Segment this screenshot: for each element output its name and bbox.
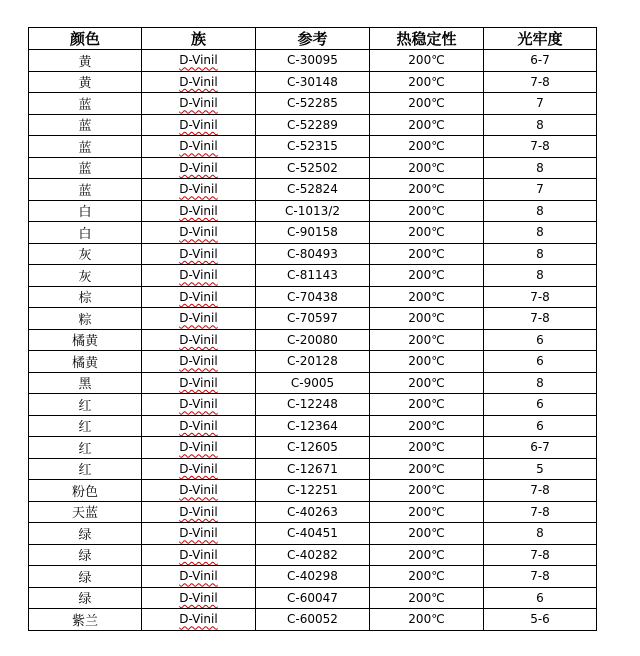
cell-heat-stability: 200℃ [370,544,484,566]
cell-light-fastness: 8 [484,523,597,545]
table-row [29,179,597,201]
cell-family [142,609,256,631]
cell-color: 灰 [29,243,142,265]
cell-reference: C-9005 [256,372,370,394]
cell-reference: C-40451 [256,523,370,545]
family-text: D-Vinil [179,569,218,584]
cell-color: 绿 [29,523,142,545]
cell-reference: C-70597 [256,308,370,330]
cell-family [142,394,256,416]
cell-color: 棕 [29,286,142,308]
table-row [29,372,597,394]
family-text: D-Vinil [179,440,218,455]
family-text: D-Vinil [179,332,218,347]
cell-light-fastness: 8 [484,372,597,394]
cell-color: 绿 [29,566,142,588]
cell-heat-stability: 200℃ [370,351,484,373]
family-text: D-Vinil [179,96,218,111]
cell-color: 粉色 [29,480,142,502]
cell-heat-stability: 200℃ [370,93,484,115]
cell-family [142,566,256,588]
cell-light-fastness: 8 [484,114,597,136]
table-row [29,93,597,115]
cell-heat-stability: 200℃ [370,437,484,459]
cell-family [142,71,256,93]
cell-reference: C-12248 [256,394,370,416]
table-row [29,265,597,287]
cell-light-fastness: 6 [484,415,597,437]
table-row [29,351,597,373]
cell-light-fastness: 5-6 [484,609,597,631]
table-row [29,437,597,459]
cell-light-fastness: 7 [484,179,597,201]
table-row [29,501,597,523]
family-text: D-Vinil [179,547,218,562]
table-body [29,50,597,631]
cell-color: 天蓝 [29,501,142,523]
cell-reference: C-80493 [256,243,370,265]
cell-color: 白 [29,222,142,244]
cell-color: 黄 [29,71,142,93]
cell-color: 蓝 [29,179,142,201]
table-row [29,587,597,609]
table-row [29,609,597,631]
family-text: D-Vinil [179,504,218,519]
cell-color: 紫兰 [29,609,142,631]
cell-light-fastness: 7-8 [484,71,597,93]
cell-reference: C-20080 [256,329,370,351]
cell-heat-stability: 200℃ [370,458,484,480]
cell-heat-stability: 200℃ [370,157,484,179]
pigment-table [28,27,597,631]
cell-light-fastness: 7-8 [484,566,597,588]
cell-heat-stability: 200℃ [370,179,484,201]
header-reference: 参考 [256,28,370,50]
table-row [29,286,597,308]
family-text: D-Vinil [179,483,218,498]
cell-family [142,50,256,72]
table-row [29,329,597,351]
cell-family [142,136,256,158]
family-text: D-Vinil [179,354,218,369]
cell-color: 红 [29,415,142,437]
family-text: D-Vinil [179,203,218,218]
family-text: D-Vinil [179,117,218,132]
cell-reference: C-52502 [256,157,370,179]
cell-color: 黑 [29,372,142,394]
cell-heat-stability: 200℃ [370,50,484,72]
cell-family [142,114,256,136]
cell-reference: C-20128 [256,351,370,373]
cell-reference: C-40298 [256,566,370,588]
cell-light-fastness: 7-8 [484,308,597,330]
family-text: D-Vinil [179,139,218,154]
family-text: D-Vinil [179,74,218,89]
table-row [29,222,597,244]
cell-reference: C-12605 [256,437,370,459]
cell-color: 粽 [29,308,142,330]
cell-family [142,265,256,287]
cell-color: 红 [29,458,142,480]
cell-light-fastness: 8 [484,243,597,265]
cell-family [142,415,256,437]
cell-reference: C-40282 [256,544,370,566]
cell-reference: C-52824 [256,179,370,201]
cell-heat-stability: 200℃ [370,415,484,437]
cell-reference: C-1013/2 [256,200,370,222]
cell-light-fastness: 6 [484,587,597,609]
cell-light-fastness: 6 [484,329,597,351]
cell-reference: C-12251 [256,480,370,502]
cell-family [142,93,256,115]
header-light-fastness: 光牢度 [484,28,597,50]
cell-heat-stability: 200℃ [370,609,484,631]
cell-heat-stability: 200℃ [370,243,484,265]
cell-heat-stability: 200℃ [370,200,484,222]
cell-color: 绿 [29,544,142,566]
family-text: D-Vinil [179,461,218,476]
cell-heat-stability: 200℃ [370,394,484,416]
cell-heat-stability: 200℃ [370,566,484,588]
cell-color: 绿 [29,587,142,609]
cell-family [142,157,256,179]
cell-family [142,523,256,545]
family-text: D-Vinil [179,268,218,283]
family-text: D-Vinil [179,225,218,240]
cell-family [142,587,256,609]
table-row [29,114,597,136]
table-row [29,50,597,72]
cell-reference: C-52315 [256,136,370,158]
cell-heat-stability: 200℃ [370,480,484,502]
cell-reference: C-60052 [256,609,370,631]
cell-color: 蓝 [29,93,142,115]
cell-family [142,243,256,265]
header-family: 族 [142,28,256,50]
cell-color: 黄 [29,50,142,72]
header-heat-stability: 热稳定性 [370,28,484,50]
cell-reference: C-40263 [256,501,370,523]
cell-light-fastness: 6 [484,351,597,373]
cell-family [142,544,256,566]
cell-heat-stability: 200℃ [370,222,484,244]
cell-reference: C-30095 [256,50,370,72]
cell-light-fastness: 7-8 [484,501,597,523]
header-row [29,28,597,50]
cell-heat-stability: 200℃ [370,523,484,545]
cell-light-fastness: 7-8 [484,136,597,158]
cell-light-fastness: 8 [484,265,597,287]
header-color: 颜色 [29,28,142,50]
family-text: D-Vinil [179,375,218,390]
cell-color: 白 [29,200,142,222]
cell-reference: C-60047 [256,587,370,609]
family-text: D-Vinil [179,590,218,605]
family-text: D-Vinil [179,526,218,541]
table-row [29,458,597,480]
cell-reference: C-70438 [256,286,370,308]
cell-color: 灰 [29,265,142,287]
table-row [29,308,597,330]
cell-heat-stability: 200℃ [370,114,484,136]
cell-color: 红 [29,394,142,416]
table-row [29,523,597,545]
cell-light-fastness: 7-8 [484,544,597,566]
cell-color: 橘黄 [29,329,142,351]
cell-heat-stability: 200℃ [370,501,484,523]
cell-family [142,286,256,308]
cell-heat-stability: 200℃ [370,71,484,93]
cell-heat-stability: 200℃ [370,265,484,287]
cell-family [142,437,256,459]
cell-reference: C-30148 [256,71,370,93]
cell-reference: C-12671 [256,458,370,480]
table-row [29,544,597,566]
cell-family [142,200,256,222]
cell-color: 蓝 [29,157,142,179]
cell-family [142,308,256,330]
cell-light-fastness: 6-7 [484,50,597,72]
cell-color: 红 [29,437,142,459]
family-text: D-Vinil [179,311,218,326]
cell-family [142,179,256,201]
table-row [29,200,597,222]
cell-family [142,329,256,351]
cell-family [142,458,256,480]
family-text: D-Vinil [179,53,218,68]
family-text: D-Vinil [179,160,218,175]
cell-heat-stability: 200℃ [370,372,484,394]
cell-light-fastness: 7-8 [484,286,597,308]
cell-light-fastness: 8 [484,157,597,179]
family-text: D-Vinil [179,612,218,627]
family-text: D-Vinil [179,397,218,412]
cell-heat-stability: 200℃ [370,308,484,330]
cell-reference: C-81143 [256,265,370,287]
cell-color: 橘黄 [29,351,142,373]
family-text: D-Vinil [179,182,218,197]
cell-light-fastness: 7-8 [484,480,597,502]
table-row [29,394,597,416]
table-row [29,136,597,158]
cell-color: 蓝 [29,114,142,136]
cell-heat-stability: 200℃ [370,136,484,158]
cell-light-fastness: 8 [484,200,597,222]
table-row [29,243,597,265]
cell-light-fastness: 7 [484,93,597,115]
cell-light-fastness: 5 [484,458,597,480]
cell-family [142,501,256,523]
table-row [29,480,597,502]
table-row [29,415,597,437]
cell-light-fastness: 6-7 [484,437,597,459]
cell-heat-stability: 200℃ [370,587,484,609]
table-row [29,157,597,179]
family-text: D-Vinil [179,246,218,261]
cell-color: 蓝 [29,136,142,158]
cell-family [142,372,256,394]
cell-heat-stability: 200℃ [370,286,484,308]
family-text: D-Vinil [179,418,218,433]
cell-reference: C-52285 [256,93,370,115]
cell-light-fastness: 8 [484,222,597,244]
cell-reference: C-52289 [256,114,370,136]
cell-family [142,480,256,502]
cell-reference: C-90158 [256,222,370,244]
family-text: D-Vinil [179,289,218,304]
table-row [29,566,597,588]
cell-family [142,222,256,244]
cell-family [142,351,256,373]
cell-reference: C-12364 [256,415,370,437]
cell-heat-stability: 200℃ [370,329,484,351]
table-row [29,71,597,93]
cell-light-fastness: 6 [484,394,597,416]
